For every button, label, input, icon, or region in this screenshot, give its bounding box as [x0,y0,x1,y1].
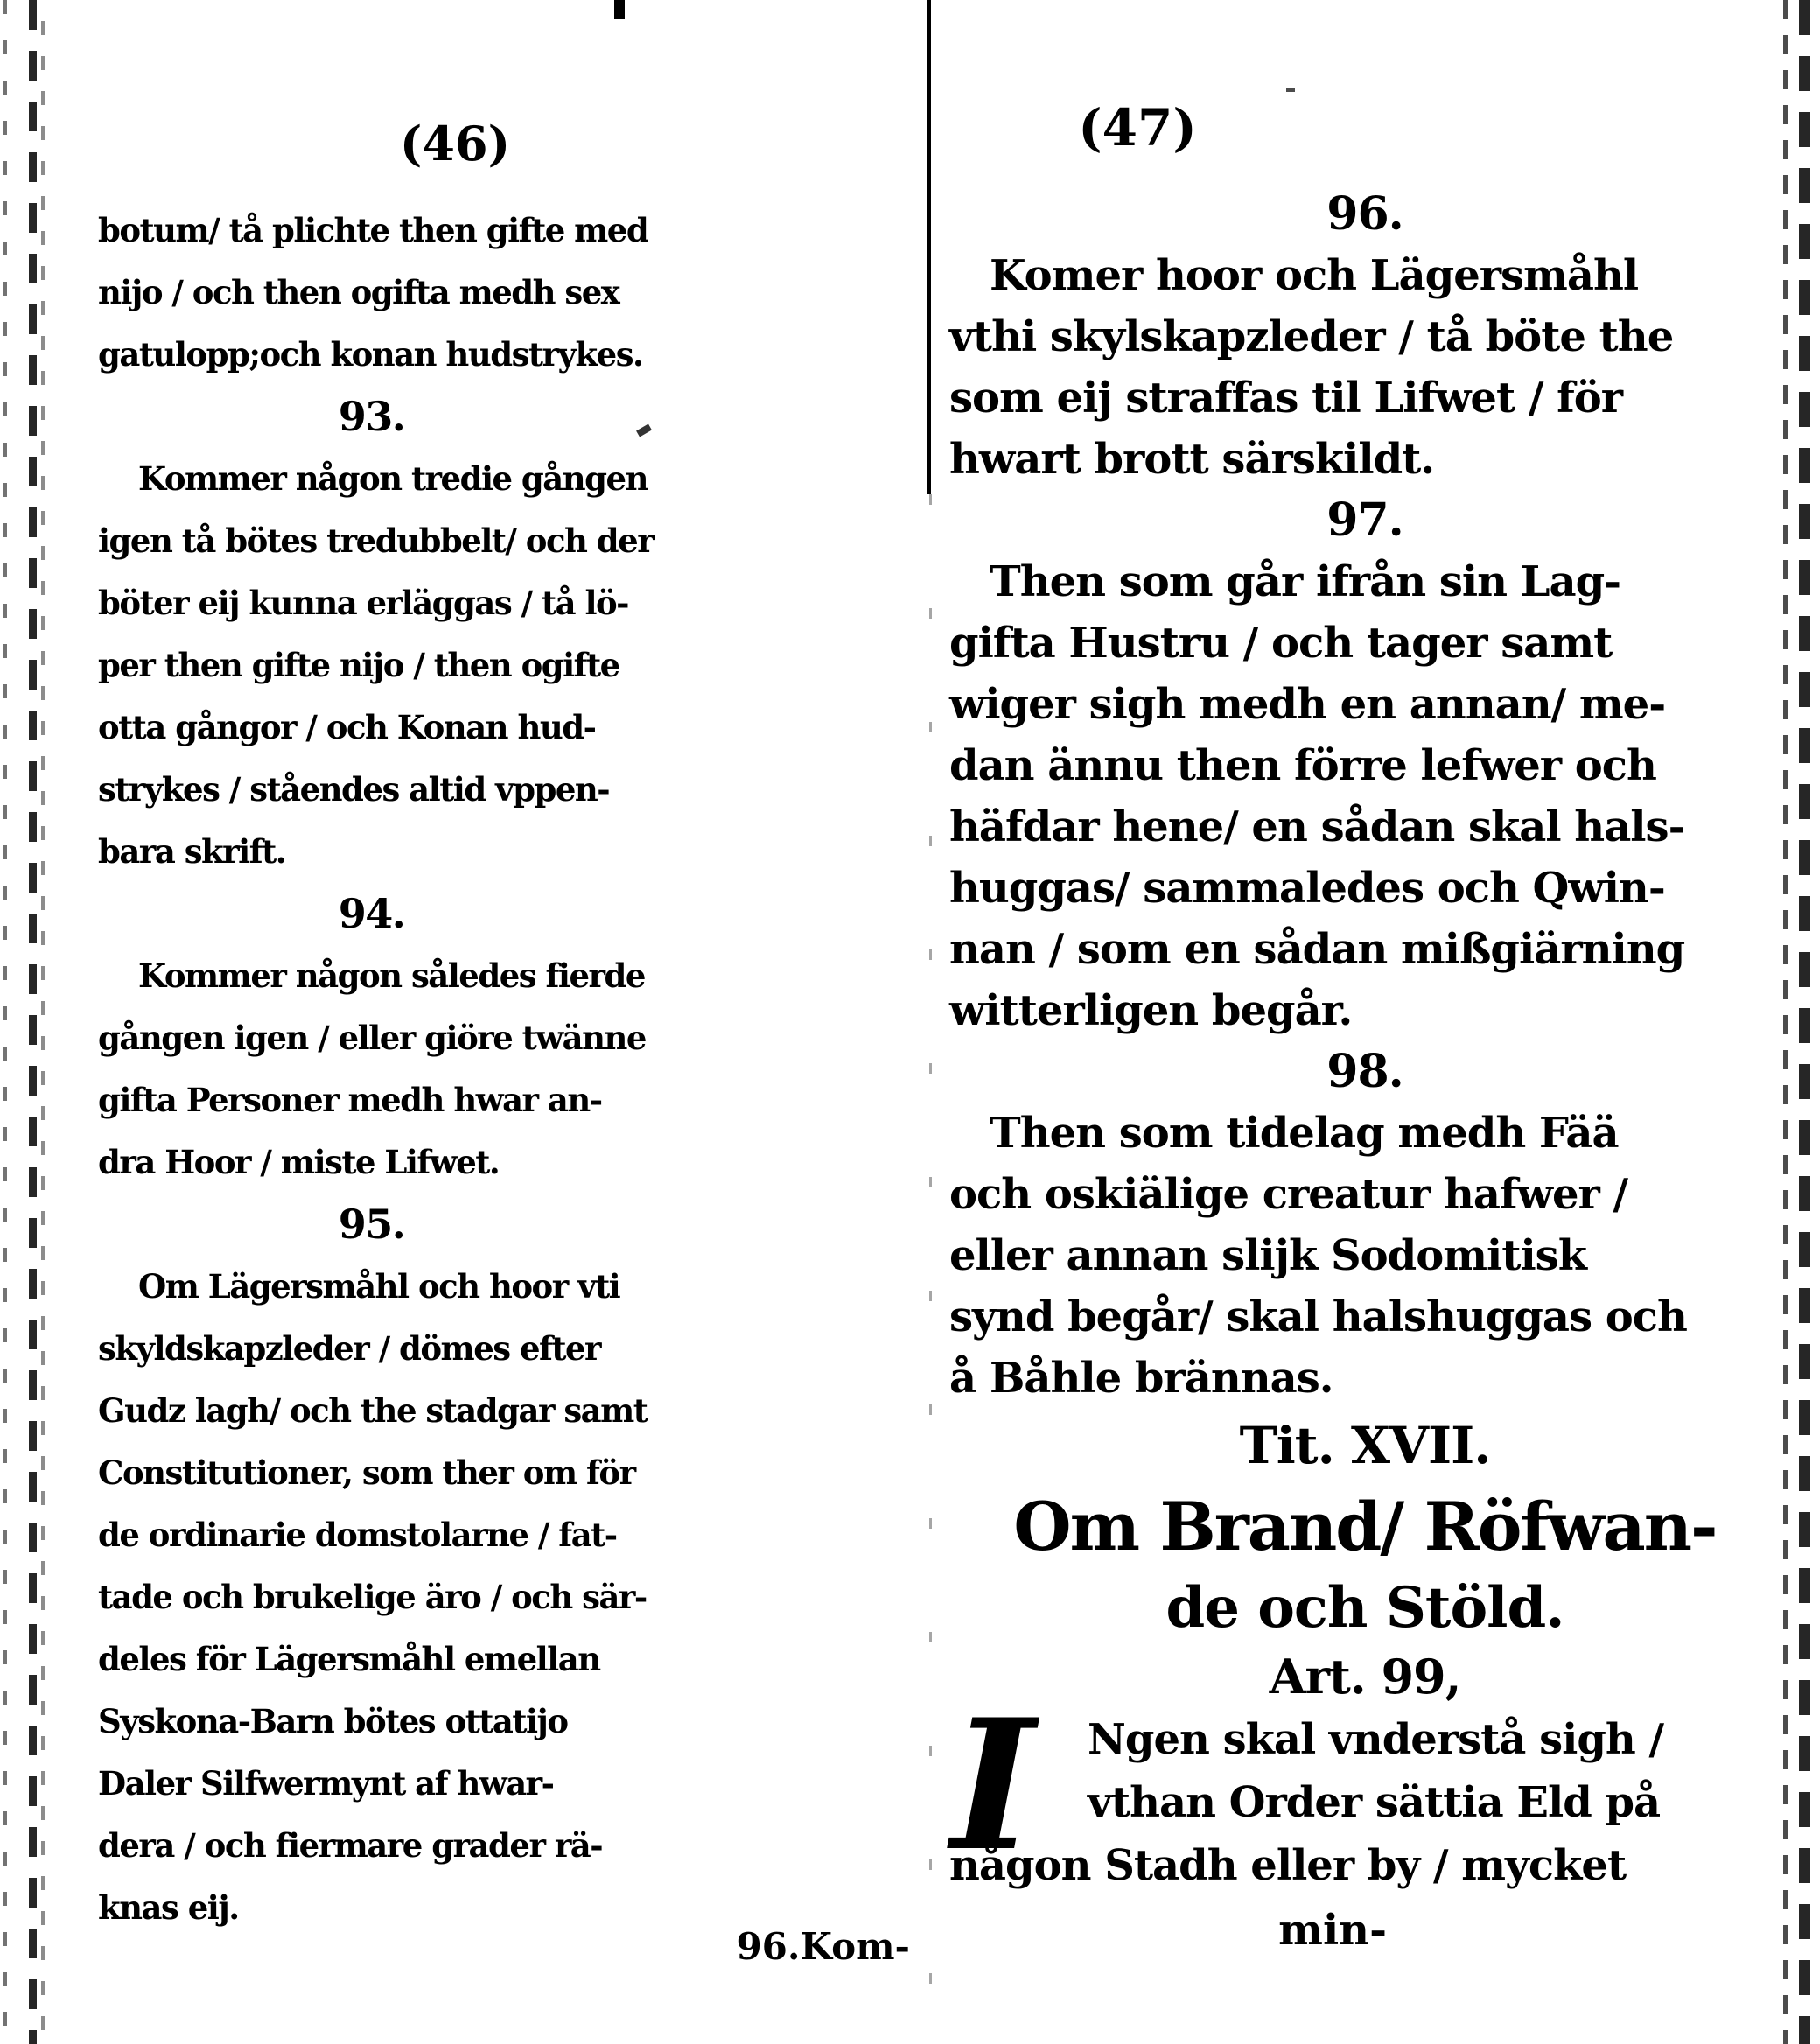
text-line: Kommer någon tredie gången [138,459,648,498]
text-line: dan ännu then förre lefwer och [949,741,1656,790]
text-line: Ngen skal vnderstå sigh / [1088,1715,1664,1764]
text-line: nan / som en sådan mißgiärning [949,925,1685,974]
article-number-96: 96. [1326,187,1404,241]
text-line: skyldskapzleder / dömes efter [98,1329,601,1368]
drop-cap-initial: I [951,1681,1034,1891]
page-47-text-column [949,184,1781,1897]
article-number-95: 95. [338,1200,405,1248]
text-line: Kommer någon således fierde [138,956,645,995]
page-46-text-column [98,200,654,1939]
text-line: synd begår/ skal halshuggas och [949,1292,1687,1341]
text-line: Komer hoor och Lägersmåhl [990,251,1639,300]
scan-edge-noise-left-inner [29,0,37,2044]
text-line: gatulopp;och konan hudstrykes. [98,335,643,374]
text-line: Constitutioner, som ther om för [98,1453,635,1492]
text-line: och oskiälige creatur hafwer / [949,1170,1628,1219]
text-line: böter eij kunna erläggas / tå lö- [98,584,629,622]
text-line: gången igen / eller giöre twänne [98,1018,646,1057]
text-line: Then som går ifrån sin Lag- [990,557,1621,606]
scan-speck-top-center [614,0,625,19]
text-line: Om Lägersmåhl och hoor vti [138,1267,620,1306]
article-number-98: 98. [1326,1045,1404,1098]
text-line: strykes / ståendes altid vppen- [98,770,610,808]
page-number-left: (46) [399,116,511,172]
text-line: nijo / och then ogifta medh sex [98,273,620,312]
text-line: dera / och fiermare grader rä- [98,1826,603,1865]
scan-speck-right-page [1286,88,1295,92]
text-line: Syskona-Barn bötes ottatijo [98,1702,568,1740]
scan-edge-noise-right-outer [1799,0,1810,2044]
text-line: vthi skylskapzleder / tå böte the [949,312,1674,361]
scan-edge-noise-right-inner [1783,0,1788,2044]
text-line: botum/ tå plichte then gifte med [98,211,648,249]
article-number-97: 97. [1326,494,1404,547]
scan-edge-noise-left-thin [41,0,45,2044]
article-heading-99: Art. 99, [1269,1648,1461,1704]
catchword-right: min- [1278,1906,1387,1955]
text-line: witterligen begår. [949,986,1353,1035]
article-number-94: 94. [338,890,405,937]
text-line: knas eij. [98,1888,239,1927]
page-gutter-rule-faint [929,494,932,2044]
text-line: per then gifte nijo / then ogifte [98,646,620,684]
text-line: huggas/ sammaledes och Qwin- [949,864,1665,913]
scan-edge-noise-left-outer [3,0,7,2044]
chapter-title-line-1: Om Brand/ Röfwan- [1013,1488,1717,1565]
article-number-93: 93. [338,393,405,440]
text-line: tade och brukelige äro / och sär- [98,1578,647,1616]
text-line: häfdar hene/ en sådan skal hals- [949,802,1685,851]
page-gutter-rule [928,0,931,494]
text-line: gifta Personer medh hwar an- [98,1081,602,1119]
text-line: eller annan slijk Sodomitisk [949,1231,1586,1280]
text-line: vthan Order sättia Eld på [1088,1778,1661,1827]
text-line: wiger sigh medh en annan/ me- [949,680,1666,729]
text-line: som eij straffas til Lifwet / för [949,374,1623,423]
text-line: otta gångor / och Konan hud- [98,708,596,746]
title-number: Tit. XVII. [1239,1416,1491,1475]
text-line: hwart brott särskildt. [949,435,1435,484]
text-line: Gudz lagh/ och the stadgar samt [98,1391,648,1430]
chapter-title-line-2: de och Stöld. [1166,1575,1564,1641]
page-number-right: (47) [1078,98,1197,158]
text-line: Then som tidelag medh Fää [990,1109,1619,1158]
text-line: bara skrift. [98,832,286,871]
text-line: de ordinarie domstolarne / fat- [98,1516,617,1554]
catchword-left: 96.Kom- [736,1925,910,1968]
text-line: igen tå bötes tredubbelt/ och der [98,522,654,560]
text-line: någon Stadh eller by / mycket [949,1841,1627,1890]
text-line: Daler Silfwermynt af hwar- [98,1764,554,1802]
text-line: å Båhle brännas. [949,1354,1334,1403]
text-line: dra Hoor / miste Lifwet. [98,1143,500,1181]
article-99-paragraph [949,1681,1781,1897]
text-line: deles för Lägersmåhl emellan [98,1640,600,1678]
text-line: gifta Hustru / och tager samt [949,619,1613,668]
